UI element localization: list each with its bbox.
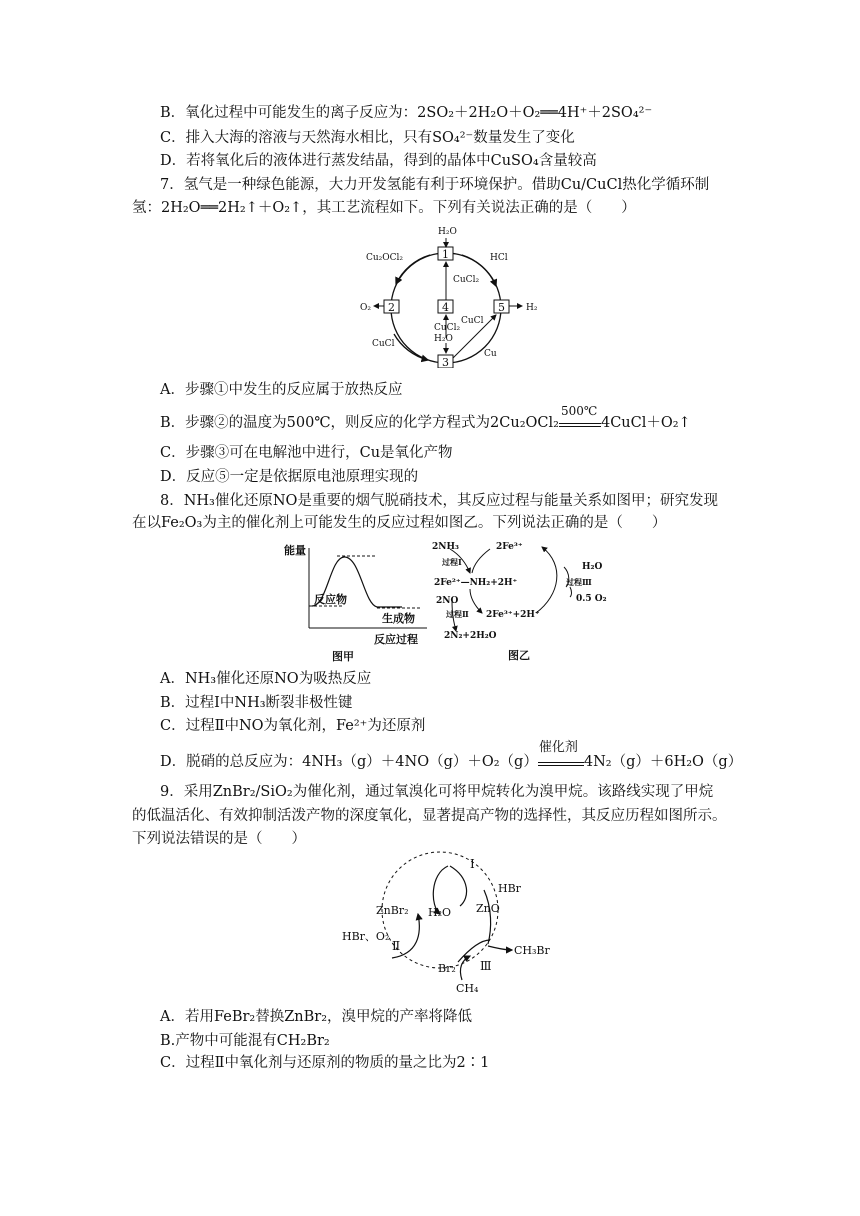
q7-option-b (160, 404, 691, 433)
yi-n2: 2N₂+2H₂O (444, 631, 497, 641)
q8-d-text: D．脱硝的总反应为：4NH₃（g）＋4NO（g）＋O₂（g） (160, 754, 538, 770)
yi-p2: 过程Ⅱ (446, 609, 469, 619)
yi-nh3: 2NH₃ (432, 542, 459, 552)
q8-option-c: C．过程Ⅱ中NO为氧化剂，Fe²⁺为还原剂 (160, 718, 426, 734)
label-h2: H₂ (526, 303, 538, 313)
q9-stem-line2: 的低温活化、有效抑制活泼产物的深度氧化，显著提高产物的选择性，其反应历程如图所示。 (132, 808, 727, 824)
q8-d-condition (538, 740, 584, 766)
node-3: 3 (442, 356, 449, 368)
q8-d-cond-label: 催化剂 (538, 740, 578, 755)
yi-right-prod: 2Fe³⁺+2H⁺ (486, 610, 540, 620)
yi-mid: 2Fe²⁺—NH₂+2H⁺ (434, 578, 518, 588)
q7-stem-line1: 7．氢气是一种绿色能源，大力开发氢能有利于环境保护。借助Cu/CuCl热化学循环制 (160, 177, 710, 193)
q8-d-product: 4N₂（g）＋6H₂O（g） (583, 754, 743, 770)
yi-no: 2NO (436, 596, 459, 606)
q9-option-b: B.产物中可能混有CH₂Br₂ (160, 1033, 330, 1049)
q9-ch3br: CH₃Br (514, 944, 550, 957)
q8-option-b: B．过程Ⅰ中NH₃断裂非极性键 (160, 695, 353, 711)
figure-jia-energy (282, 540, 432, 666)
figure-yi-process (430, 535, 630, 667)
label-hcl: HCl (490, 253, 508, 263)
q9-znbr2: ZnBr₂ (376, 904, 409, 917)
q9-roman-ii: Ⅱ (392, 939, 401, 953)
label-h2o-low: H₂O (434, 334, 453, 344)
q9-hbr-o2: HBr、O₂ (342, 930, 390, 943)
q6-option-c: C．排入大海的溶液与天然海水相比，只有SO₄²⁻数量发生了变化 (160, 130, 575, 146)
q8-option-a: A．NH₃催化还原NO为吸热反应 (160, 671, 372, 687)
q6-option-d: D．若将氧化后的液体进行蒸发结晶，得到的晶体中CuSO₄含量较高 (160, 153, 597, 169)
q8-stem-line1: 8．NH₃催化还原NO是重要的烟气脱硝技术，其反应过程与能量关系如图甲；研究发现 (160, 493, 718, 509)
yi-h2o: H₂O (582, 562, 603, 572)
q9-br2: Br₂ (438, 962, 456, 975)
q9-cycle-diagram (338, 848, 550, 1000)
q9-roman-i: Ⅰ (470, 857, 475, 871)
q8-option-d (160, 740, 743, 772)
yi-p3: 过程Ⅲ (566, 577, 592, 587)
q9-option-c: C．过程Ⅱ中氧化剂与还原剂的物质的量之比为2∶1 (160, 1055, 490, 1071)
q7-option-a: A．步骤①中发生的反应属于放热反应 (160, 382, 403, 398)
q7-b-cond-label: 500℃ (560, 404, 598, 418)
label-cu: Cu (484, 349, 497, 359)
q9-stem-line1: 9．采用ZnBr₂/SiO₂为催化剂，通过氧溴化可将甲烷转化为溴甲烷。该路线实现了甲烷 (160, 784, 714, 800)
label-cucl2-mid: CuCl₂ (453, 275, 480, 285)
jia-product: 生成物 (382, 612, 415, 625)
q7-stem-line2: 氢：2H₂O══2H₂↑＋O₂↑，其工艺流程如下。下列有关说法正确的是（ ） (132, 200, 636, 216)
q9-option-a: A．若用FeBr₂替换ZnBr₂，溴甲烷的产率将降低 (160, 1009, 473, 1025)
q8-stem-line2: 在以Fe₂O₃为主的催化剂上可能发生的反应过程如图乙。下列说法正确的是（ ） (132, 515, 667, 531)
label-cucl-left: CuCl (372, 339, 395, 349)
jia-reactant: 反应物 (314, 593, 347, 606)
yi-o2: 0.5 O₂ (576, 594, 607, 604)
label-cucl-right: CuCl (461, 316, 484, 326)
jia-caption: 图甲 (332, 650, 354, 663)
q7-b-product: 4CuCl＋O₂↑ (600, 415, 691, 431)
node-5: 5 (498, 301, 505, 314)
label-h2o-top: H₂O (438, 227, 457, 237)
q7-option-d: D．反应⑤一定是依据原电池原理实现的 (160, 469, 419, 485)
q7-b-text: B．步骤②的温度为500℃，则反应的化学方程式为2Cu₂OCl₂ (160, 415, 559, 431)
yi-p1: 过程Ⅰ (442, 557, 462, 567)
yi-caption: 图乙 (508, 649, 530, 662)
label-cu2ocl2: Cu₂OCl₂ (366, 253, 404, 263)
q9-h2o: H₂O (428, 906, 452, 919)
label-cucl2-low: CuCl₂ (434, 323, 461, 333)
jia-ylabel: 能量 (284, 544, 306, 557)
node-2: 2 (388, 301, 395, 314)
q9-ch4: CH₄ (456, 982, 479, 995)
q9-stem-line3: 下列说法错误的是（ ） (132, 831, 306, 847)
q7-b-condition (559, 404, 601, 427)
q6-option-b: B．氧化过程中可能发生的离子反应为：2SO₂＋2H₂O＋O₂══4H⁺＋2SO₄²⁻ (160, 105, 653, 121)
q7-option-c: C．步骤③可在电解池中进行，Cu是氧化产物 (160, 445, 453, 461)
q7-flow-diagram (360, 222, 550, 368)
label-o2: O₂ (360, 303, 371, 313)
yi-fe3: 2Fe³⁺ (496, 542, 523, 552)
q9-zno: ZnO (476, 902, 500, 915)
q9-hbr: HBr (498, 882, 521, 895)
q9-roman-iii: Ⅲ (480, 959, 492, 973)
jia-xlabel: 反应过程 (374, 633, 418, 646)
node-1: 1 (442, 248, 449, 261)
node-4: 4 (442, 301, 449, 314)
